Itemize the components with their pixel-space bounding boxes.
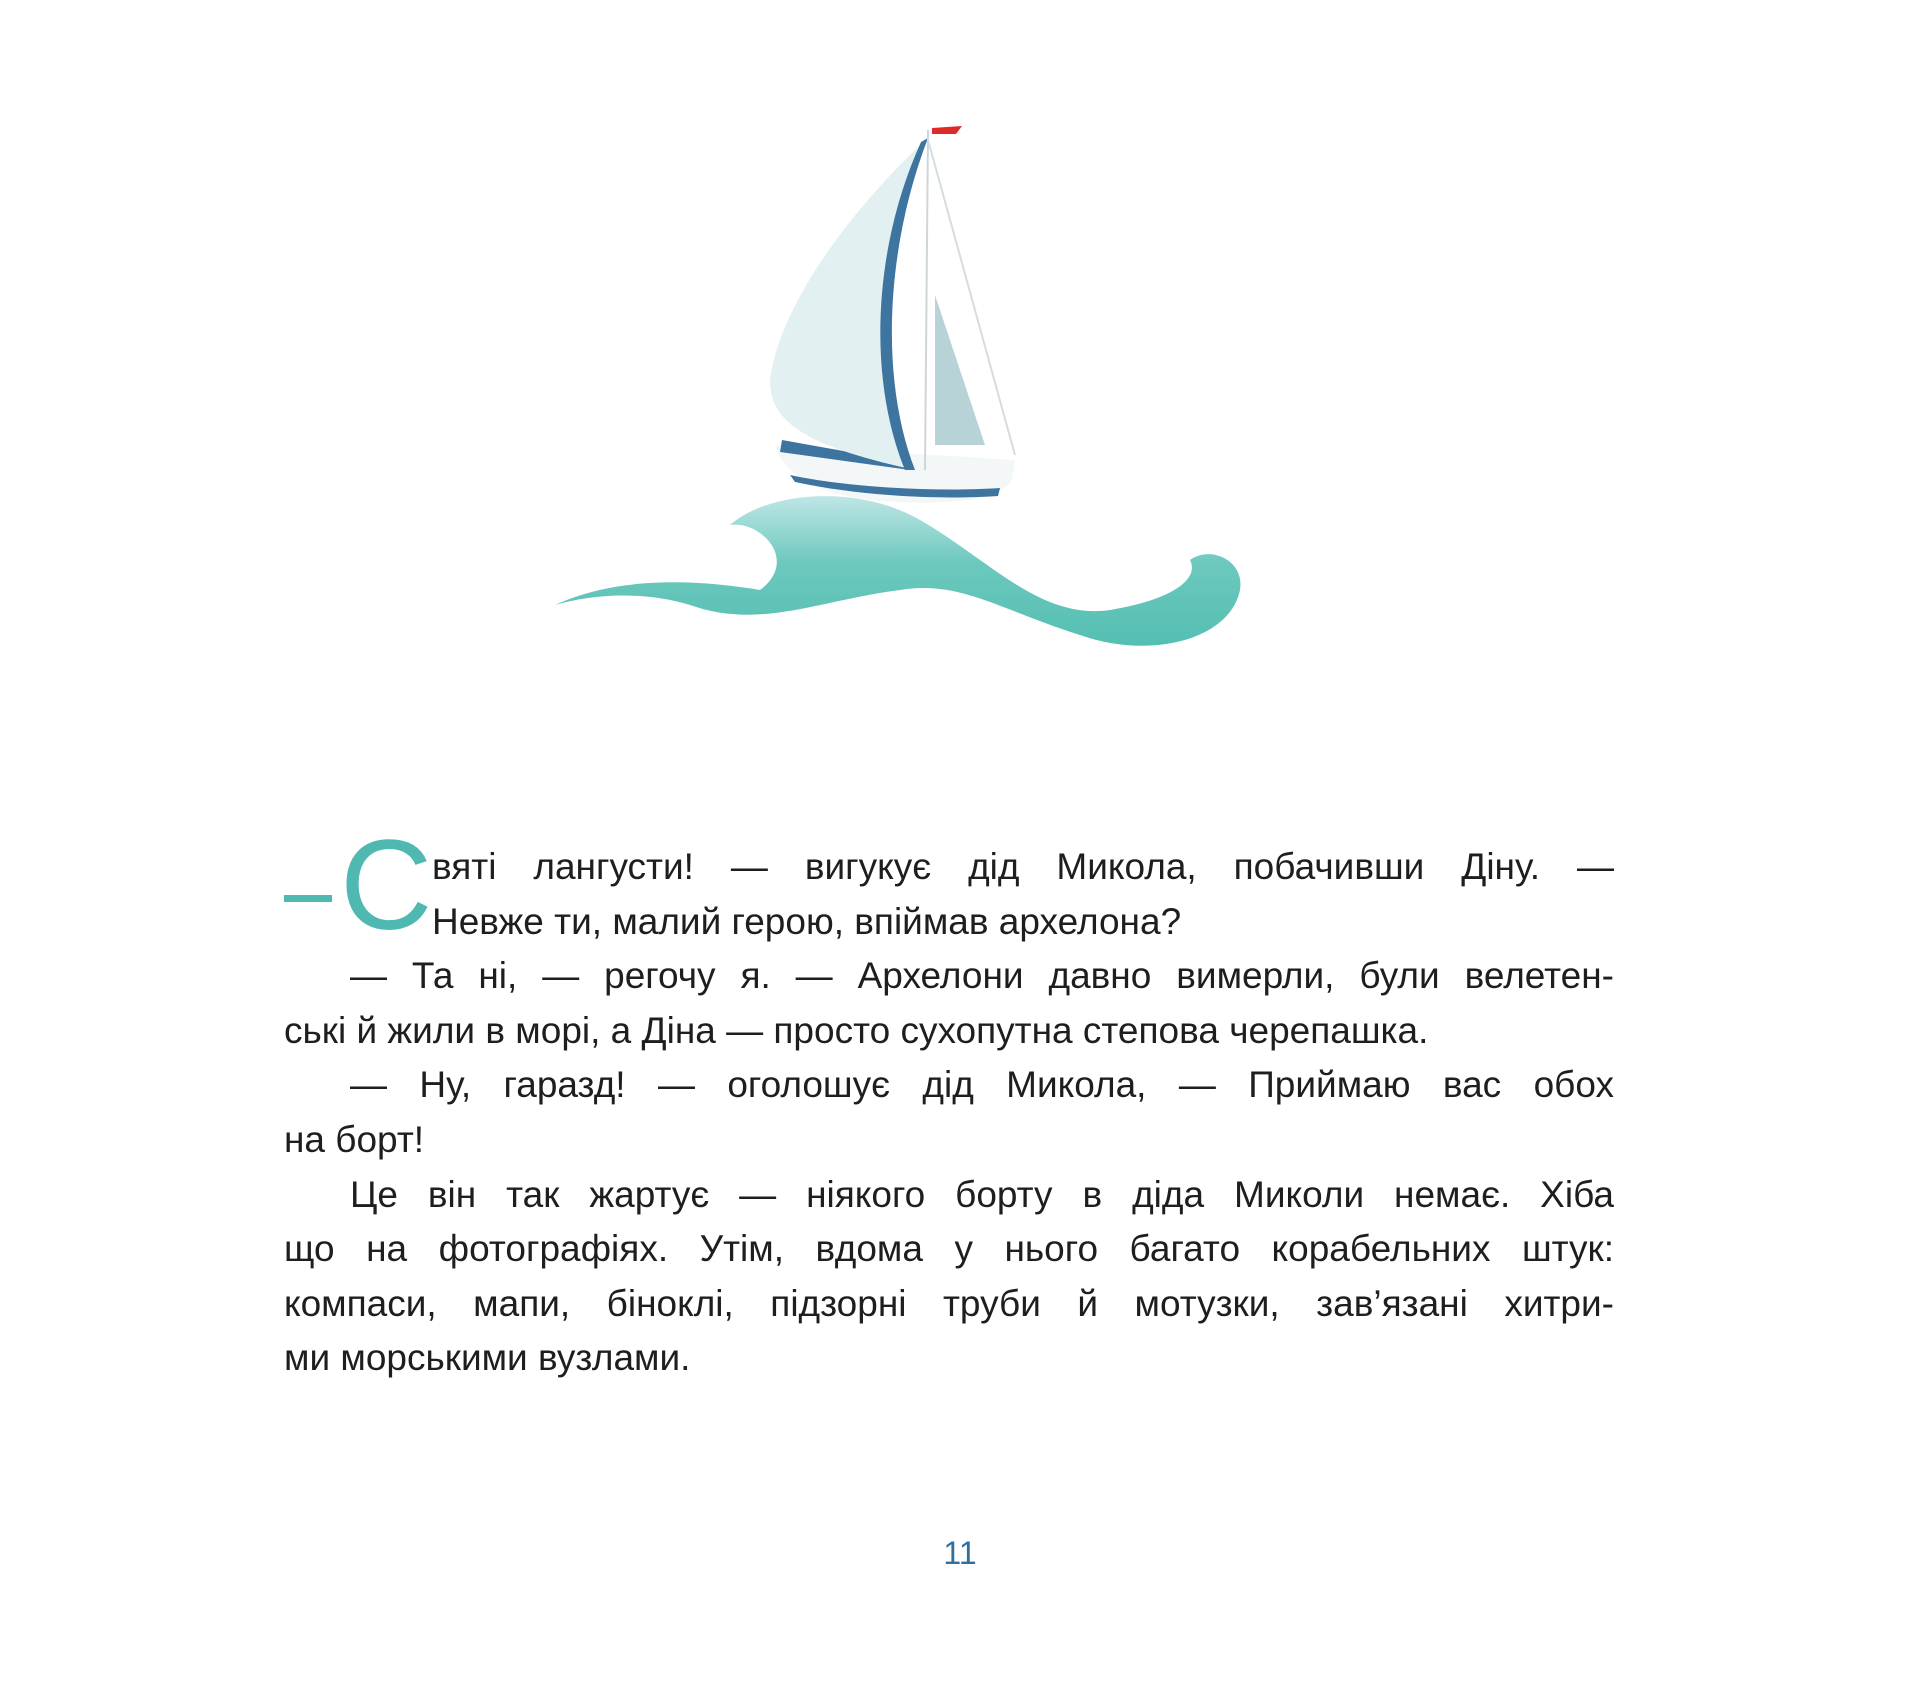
text-line: вяті лангусти! — вигукує дід Микола, побачивши Діну. — bbox=[432, 846, 1614, 887]
flag-icon bbox=[932, 126, 962, 134]
sailboat-illustration bbox=[0, 0, 1920, 700]
drop-cap-letter: С bbox=[340, 814, 433, 957]
text-line: — Ну, гаразд! — оголошує дід Микола, — Приймаю вас обох bbox=[350, 1064, 1614, 1106]
text-line: ські й жили в морі, а Діна — просто сухопутна степова черепашка. bbox=[284, 1009, 1429, 1051]
sails bbox=[770, 126, 1015, 470]
wave-shape bbox=[555, 496, 1240, 646]
story-text bbox=[284, 840, 1614, 1386]
text-line: ми морськими вузлами. bbox=[284, 1337, 691, 1379]
text-line: Це він так жартує — ніякого борту в діда Миколи немає. Хіба bbox=[350, 1173, 1614, 1215]
text-line: — Та ні, — регочу я. — Архелони давно вимерли, були велетен- bbox=[350, 955, 1614, 997]
text-line: компаси, мапи, біноклі, підзорні труби й мотузки, зав’язані хитри- bbox=[284, 1282, 1614, 1324]
text-line: що на фотографіях. Утім, вдома у нього багато корабельних штук: bbox=[284, 1228, 1614, 1270]
text-line: Невже ти, малий герою, впіймав архелона? bbox=[432, 900, 1182, 942]
page-number: 11 bbox=[943, 1535, 977, 1571]
text-line: на борт! bbox=[284, 1118, 425, 1160]
